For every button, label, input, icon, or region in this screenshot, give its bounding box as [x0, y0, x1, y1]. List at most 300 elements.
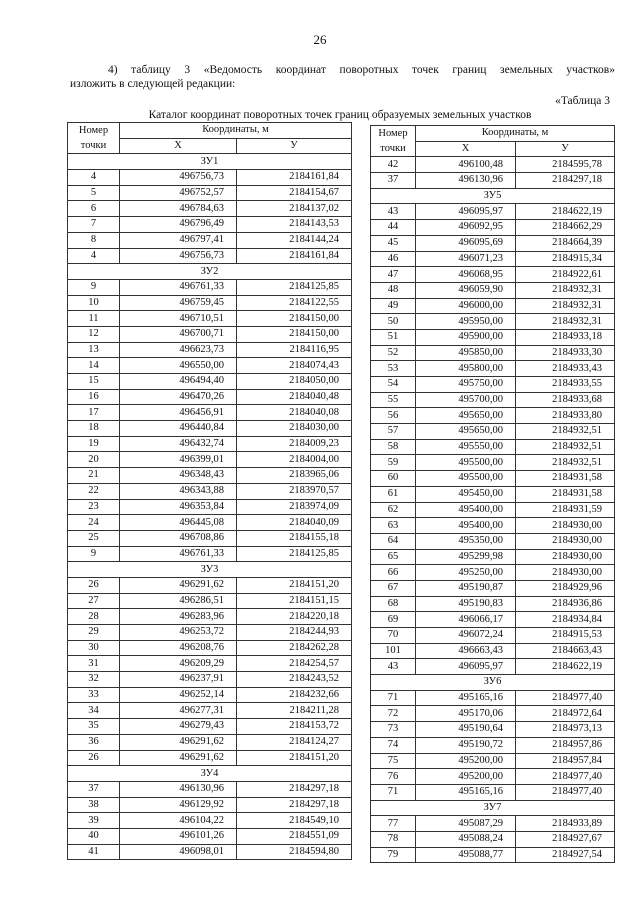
coord-y: 2184933,55 — [516, 377, 615, 393]
coord-y: 2184232,66 — [237, 687, 352, 703]
point-number: 45 — [371, 235, 416, 251]
point-number: 18 — [68, 421, 120, 437]
point-number: 14 — [68, 358, 120, 374]
table-row — [371, 471, 615, 487]
point-number: 25 — [68, 530, 120, 546]
point-number: 52 — [371, 345, 416, 361]
point-number: 62 — [371, 502, 416, 518]
table-row — [371, 518, 615, 534]
coord-x: 496059,90 — [416, 282, 516, 298]
intro-line-1: 4) таблицу 3 «Ведомость координат поворотных точек границ земельных участков» — [108, 64, 615, 76]
group-row — [68, 264, 352, 280]
coord-x: 495190,83 — [416, 596, 516, 612]
point-number: 35 — [68, 719, 120, 735]
coord-x: 496353,84 — [120, 499, 237, 515]
table-row — [68, 625, 352, 641]
group-label: ЗУ4 — [68, 766, 352, 782]
coord-y: 2184211,28 — [237, 703, 352, 719]
coord-x: 496761,33 — [120, 279, 237, 295]
point-number: 28 — [68, 609, 120, 625]
coord-y: 2184931,58 — [516, 471, 615, 487]
table-row — [371, 784, 615, 800]
coord-x: 496756,73 — [120, 248, 237, 264]
table-row — [371, 612, 615, 628]
table-row — [371, 345, 615, 361]
coord-y: 2184151,20 — [237, 750, 352, 766]
coord-x: 495088,24 — [416, 831, 516, 847]
coord-x: 496550,00 — [120, 358, 237, 374]
point-number: 101 — [371, 643, 416, 659]
coord-x: 496756,73 — [120, 170, 237, 186]
coord-y: 2184137,02 — [237, 201, 352, 217]
table-row — [68, 436, 352, 452]
coord-x: 495700,00 — [416, 392, 516, 408]
table-row — [68, 813, 352, 829]
point-number: 34 — [68, 703, 120, 719]
coord-x: 495087,29 — [416, 816, 516, 832]
header-point-number: Номер — [371, 126, 416, 142]
coord-x: 496445,08 — [120, 515, 237, 531]
coordinates-table-left — [67, 122, 352, 860]
table-row — [68, 421, 352, 437]
table-row — [371, 329, 615, 345]
point-number: 9 — [68, 546, 120, 562]
table-row — [371, 831, 615, 847]
coord-x: 495299,98 — [416, 549, 516, 565]
coord-x: 496708,86 — [120, 530, 237, 546]
point-number: 72 — [371, 706, 416, 722]
coord-y: 2184254,57 — [237, 656, 352, 672]
table-row — [371, 847, 615, 863]
point-number: 70 — [371, 628, 416, 644]
coord-y: 2184930,00 — [516, 533, 615, 549]
coord-x: 495165,16 — [416, 690, 516, 706]
coord-x: 495950,00 — [416, 314, 516, 330]
coord-y: 2184933,80 — [516, 408, 615, 424]
point-number: 26 — [68, 750, 120, 766]
header-point-number-2: точки — [371, 141, 416, 157]
coord-x: 496440,84 — [120, 421, 237, 437]
coord-y: 2184622,19 — [516, 204, 615, 220]
coord-y: 2184143,53 — [237, 217, 352, 233]
point-number: 11 — [68, 311, 120, 327]
coord-x: 496797,41 — [120, 232, 237, 248]
coord-x: 496068,95 — [416, 267, 516, 283]
coord-y: 2184004,00 — [237, 452, 352, 468]
coord-x: 496000,00 — [416, 298, 516, 314]
group-row — [371, 800, 615, 816]
table-row — [371, 502, 615, 518]
coordinates-table-right — [370, 125, 615, 863]
coord-y: 2184932,51 — [516, 439, 615, 455]
coord-x: 496796,49 — [120, 217, 237, 233]
point-number: 75 — [371, 753, 416, 769]
table-row — [68, 499, 352, 515]
coord-y: 2184074,43 — [237, 358, 352, 374]
point-number: 33 — [68, 687, 120, 703]
coord-x: 495500,00 — [416, 455, 516, 471]
coord-x: 496253,72 — [120, 625, 237, 641]
coord-y: 2184594,80 — [237, 844, 352, 860]
coord-x: 495750,00 — [416, 377, 516, 393]
point-number: 47 — [371, 267, 416, 283]
coord-y: 2184154,67 — [237, 185, 352, 201]
coord-x: 495500,00 — [416, 471, 516, 487]
coord-x: 496710,51 — [120, 311, 237, 327]
table-row — [68, 828, 352, 844]
coord-y: 2184977,40 — [516, 784, 615, 800]
coord-x: 495190,64 — [416, 722, 516, 738]
group-row — [371, 675, 615, 691]
point-number: 15 — [68, 374, 120, 390]
table-row — [68, 530, 352, 546]
coord-x: 496759,45 — [120, 295, 237, 311]
coord-x: 496494,40 — [120, 374, 237, 390]
coord-y: 2184929,96 — [516, 580, 615, 596]
coord-x: 496663,43 — [416, 643, 516, 659]
table-row — [371, 769, 615, 785]
table-row — [68, 734, 352, 750]
coord-x: 495200,00 — [416, 753, 516, 769]
table-row — [371, 298, 615, 314]
coord-y: 2184144,24 — [237, 232, 352, 248]
coord-x: 496343,88 — [120, 483, 237, 499]
table-row — [68, 295, 352, 311]
coord-y: 2184932,51 — [516, 424, 615, 440]
table-row — [68, 781, 352, 797]
table-row — [371, 439, 615, 455]
point-number: 21 — [68, 468, 120, 484]
table-row — [371, 157, 615, 173]
table-row — [68, 232, 352, 248]
coord-y: 2184151,15 — [237, 593, 352, 609]
point-number: 43 — [371, 204, 416, 220]
point-number: 65 — [371, 549, 416, 565]
catalog-title: Каталог координат поворотных точек границ образуемых земельных участков — [148, 109, 532, 121]
coord-x: 496098,01 — [120, 844, 237, 860]
header-x: X — [416, 141, 516, 157]
coord-x: 495200,00 — [416, 769, 516, 785]
point-number: 48 — [371, 282, 416, 298]
table-row — [68, 672, 352, 688]
coord-y: 2184153,72 — [237, 719, 352, 735]
coord-x: 495650,00 — [416, 424, 516, 440]
coord-x: 495900,00 — [416, 329, 516, 345]
point-number: 43 — [371, 659, 416, 675]
table-row — [68, 640, 352, 656]
coord-x: 496071,23 — [416, 251, 516, 267]
coord-y: 2184931,59 — [516, 502, 615, 518]
table-row — [68, 248, 352, 264]
table-row — [371, 596, 615, 612]
point-number: 10 — [68, 295, 120, 311]
coord-y: 2184220,18 — [237, 609, 352, 625]
point-number: 29 — [68, 625, 120, 641]
coord-y: 2184124,27 — [237, 734, 352, 750]
coord-y: 2184933,43 — [516, 361, 615, 377]
coord-y: 2184957,86 — [516, 737, 615, 753]
point-number: 46 — [371, 251, 416, 267]
table-row — [371, 753, 615, 769]
intro-paragraph — [70, 63, 615, 91]
table-row — [371, 251, 615, 267]
coord-x: 496095,97 — [416, 204, 516, 220]
table-row — [68, 844, 352, 860]
point-number: 4 — [68, 170, 120, 186]
coord-y: 2184933,89 — [516, 816, 615, 832]
coord-x: 495165,16 — [416, 784, 516, 800]
point-number: 22 — [68, 483, 120, 499]
table-row — [371, 314, 615, 330]
coord-x: 495800,00 — [416, 361, 516, 377]
table-row — [371, 549, 615, 565]
coord-x: 495400,00 — [416, 502, 516, 518]
point-number: 12 — [68, 326, 120, 342]
point-number: 27 — [68, 593, 120, 609]
coord-x: 496752,57 — [120, 185, 237, 201]
table-row — [68, 452, 352, 468]
group-label: ЗУ7 — [371, 800, 615, 816]
coord-x: 496130,96 — [120, 781, 237, 797]
coord-x: 496784,63 — [120, 201, 237, 217]
coord-y: 2184977,40 — [516, 690, 615, 706]
point-number: 32 — [68, 672, 120, 688]
coord-y: 2184161,84 — [237, 170, 352, 186]
point-number: 30 — [68, 640, 120, 656]
point-number: 76 — [371, 769, 416, 785]
coord-x: 495450,00 — [416, 486, 516, 502]
point-number: 60 — [371, 471, 416, 487]
coord-x: 496432,74 — [120, 436, 237, 452]
table-row — [371, 580, 615, 596]
point-number: 57 — [371, 424, 416, 440]
table-row — [371, 408, 615, 424]
table-row — [371, 361, 615, 377]
coord-x: 496252,14 — [120, 687, 237, 703]
point-number: 37 — [371, 173, 416, 189]
coord-x: 496399,01 — [120, 452, 237, 468]
point-number: 24 — [68, 515, 120, 531]
table-row — [371, 235, 615, 251]
coord-y: 2184932,51 — [516, 455, 615, 471]
table-row — [68, 546, 352, 562]
coord-y: 2184040,09 — [237, 515, 352, 531]
group-row — [68, 562, 352, 578]
group-label: ЗУ2 — [68, 264, 352, 280]
table-row — [68, 311, 352, 327]
table-row — [371, 204, 615, 220]
intro-line-2: изложить в следующей редакции: — [70, 78, 236, 90]
table-row — [371, 220, 615, 236]
point-number: 50 — [371, 314, 416, 330]
point-number: 64 — [371, 533, 416, 549]
table-row — [68, 201, 352, 217]
coord-y: 2184972,64 — [516, 706, 615, 722]
table-row — [371, 392, 615, 408]
coord-y: 2184009,23 — [237, 436, 352, 452]
group-label: ЗУ3 — [68, 562, 352, 578]
coord-y: 2184927,67 — [516, 831, 615, 847]
coord-x: 496291,62 — [120, 577, 237, 593]
point-number: 66 — [371, 565, 416, 581]
coord-x: 496761,33 — [120, 546, 237, 562]
point-number: 77 — [371, 816, 416, 832]
point-number: 55 — [371, 392, 416, 408]
coord-x: 496100,48 — [416, 157, 516, 173]
table-label: «Таблица 3 — [555, 95, 610, 107]
table-row — [371, 533, 615, 549]
coord-x: 496101,26 — [120, 828, 237, 844]
coord-x: 496072,24 — [416, 628, 516, 644]
point-number: 71 — [371, 690, 416, 706]
coord-x: 496456,91 — [120, 405, 237, 421]
table-row — [68, 515, 352, 531]
coord-y: 2184595,78 — [516, 157, 615, 173]
point-number: 53 — [371, 361, 416, 377]
group-label: ЗУ5 — [371, 188, 615, 204]
point-number: 38 — [68, 797, 120, 813]
coord-y: 2184933,30 — [516, 345, 615, 361]
coord-x: 496291,62 — [120, 734, 237, 750]
coord-x: 496104,22 — [120, 813, 237, 829]
point-number: 44 — [371, 220, 416, 236]
coord-y: 2184155,18 — [237, 530, 352, 546]
table-row — [68, 405, 352, 421]
coord-y: 2184663,43 — [516, 643, 615, 659]
coord-y: 2184930,00 — [516, 518, 615, 534]
coord-x: 496291,62 — [120, 750, 237, 766]
table-row — [68, 609, 352, 625]
point-number: 63 — [371, 518, 416, 534]
coord-y: 2184161,84 — [237, 248, 352, 264]
point-number: 61 — [371, 486, 416, 502]
table-row — [68, 468, 352, 484]
point-number: 42 — [371, 157, 416, 173]
point-number: 9 — [68, 279, 120, 295]
coord-y: 2184150,00 — [237, 326, 352, 342]
coord-y: 2184040,08 — [237, 405, 352, 421]
coord-y: 2184931,58 — [516, 486, 615, 502]
table-row — [371, 565, 615, 581]
coord-x: 495400,00 — [416, 518, 516, 534]
point-number: 36 — [68, 734, 120, 750]
point-number: 20 — [68, 452, 120, 468]
coord-x: 495850,00 — [416, 345, 516, 361]
coord-x: 496129,92 — [120, 797, 237, 813]
table-row — [371, 643, 615, 659]
table-row — [68, 703, 352, 719]
coord-y: 2184932,31 — [516, 314, 615, 330]
table-row — [68, 656, 352, 672]
coord-y: 2184151,20 — [237, 577, 352, 593]
coord-x: 495250,00 — [416, 565, 516, 581]
coord-x: 496095,69 — [416, 235, 516, 251]
coord-y: 2184973,13 — [516, 722, 615, 738]
point-number: 8 — [68, 232, 120, 248]
point-number: 79 — [371, 847, 416, 863]
table-row — [68, 577, 352, 593]
coord-x: 496348,43 — [120, 468, 237, 484]
point-number: 5 — [68, 185, 120, 201]
coord-x: 495650,00 — [416, 408, 516, 424]
coord-x: 496700,71 — [120, 326, 237, 342]
header-point-number-2: точки — [68, 138, 120, 154]
group-row — [68, 154, 352, 170]
header-coordinates: Координаты, м — [416, 126, 615, 142]
point-number: 39 — [68, 813, 120, 829]
table-row — [371, 424, 615, 440]
point-number: 13 — [68, 342, 120, 358]
coord-y: 2183970,57 — [237, 483, 352, 499]
group-row — [68, 766, 352, 782]
table-row — [371, 173, 615, 189]
point-number: 17 — [68, 405, 120, 421]
coord-y: 2184244,93 — [237, 625, 352, 641]
coord-x: 496470,26 — [120, 389, 237, 405]
table-row — [68, 326, 352, 342]
point-number: 41 — [68, 844, 120, 860]
coord-y: 2184915,53 — [516, 628, 615, 644]
coord-y: 2183965,06 — [237, 468, 352, 484]
point-number: 69 — [371, 612, 416, 628]
table-row — [68, 389, 352, 405]
coord-y: 2184125,85 — [237, 546, 352, 562]
point-number: 54 — [371, 377, 416, 393]
coord-x: 495550,00 — [416, 439, 516, 455]
coord-y: 2184622,19 — [516, 659, 615, 675]
coord-y: 2183974,09 — [237, 499, 352, 515]
coord-y: 2184927,54 — [516, 847, 615, 863]
table-row — [68, 483, 352, 499]
coord-y: 2184930,00 — [516, 549, 615, 565]
table-row — [371, 282, 615, 298]
page-number: 26 — [313, 32, 327, 47]
coord-x: 496209,29 — [120, 656, 237, 672]
coord-x: 495170,06 — [416, 706, 516, 722]
coord-y: 2184664,39 — [516, 235, 615, 251]
table-row — [371, 690, 615, 706]
coord-x: 496277,31 — [120, 703, 237, 719]
point-number: 74 — [371, 737, 416, 753]
point-number: 40 — [68, 828, 120, 844]
coord-y: 2184933,18 — [516, 329, 615, 345]
point-number: 26 — [68, 577, 120, 593]
table-row — [68, 374, 352, 390]
coord-y: 2184125,85 — [237, 279, 352, 295]
group-row — [371, 188, 615, 204]
header-y: У — [237, 138, 352, 154]
coord-y: 2184932,31 — [516, 298, 615, 314]
point-number: 71 — [371, 784, 416, 800]
coord-y: 2184040,48 — [237, 389, 352, 405]
coord-y: 2184932,31 — [516, 282, 615, 298]
header-x: X — [120, 138, 237, 154]
coord-x: 496623,73 — [120, 342, 237, 358]
coord-x: 496279,43 — [120, 719, 237, 735]
coord-y: 2184262,28 — [237, 640, 352, 656]
table-row — [371, 722, 615, 738]
table-row — [371, 706, 615, 722]
point-number: 51 — [371, 329, 416, 345]
coord-x: 496283,96 — [120, 609, 237, 625]
coord-y: 2184050,00 — [237, 374, 352, 390]
point-number: 16 — [68, 389, 120, 405]
coord-x: 496092,95 — [416, 220, 516, 236]
coord-y: 2184915,34 — [516, 251, 615, 267]
coord-y: 2184936,86 — [516, 596, 615, 612]
point-number: 23 — [68, 499, 120, 515]
coord-y: 2184122,55 — [237, 295, 352, 311]
